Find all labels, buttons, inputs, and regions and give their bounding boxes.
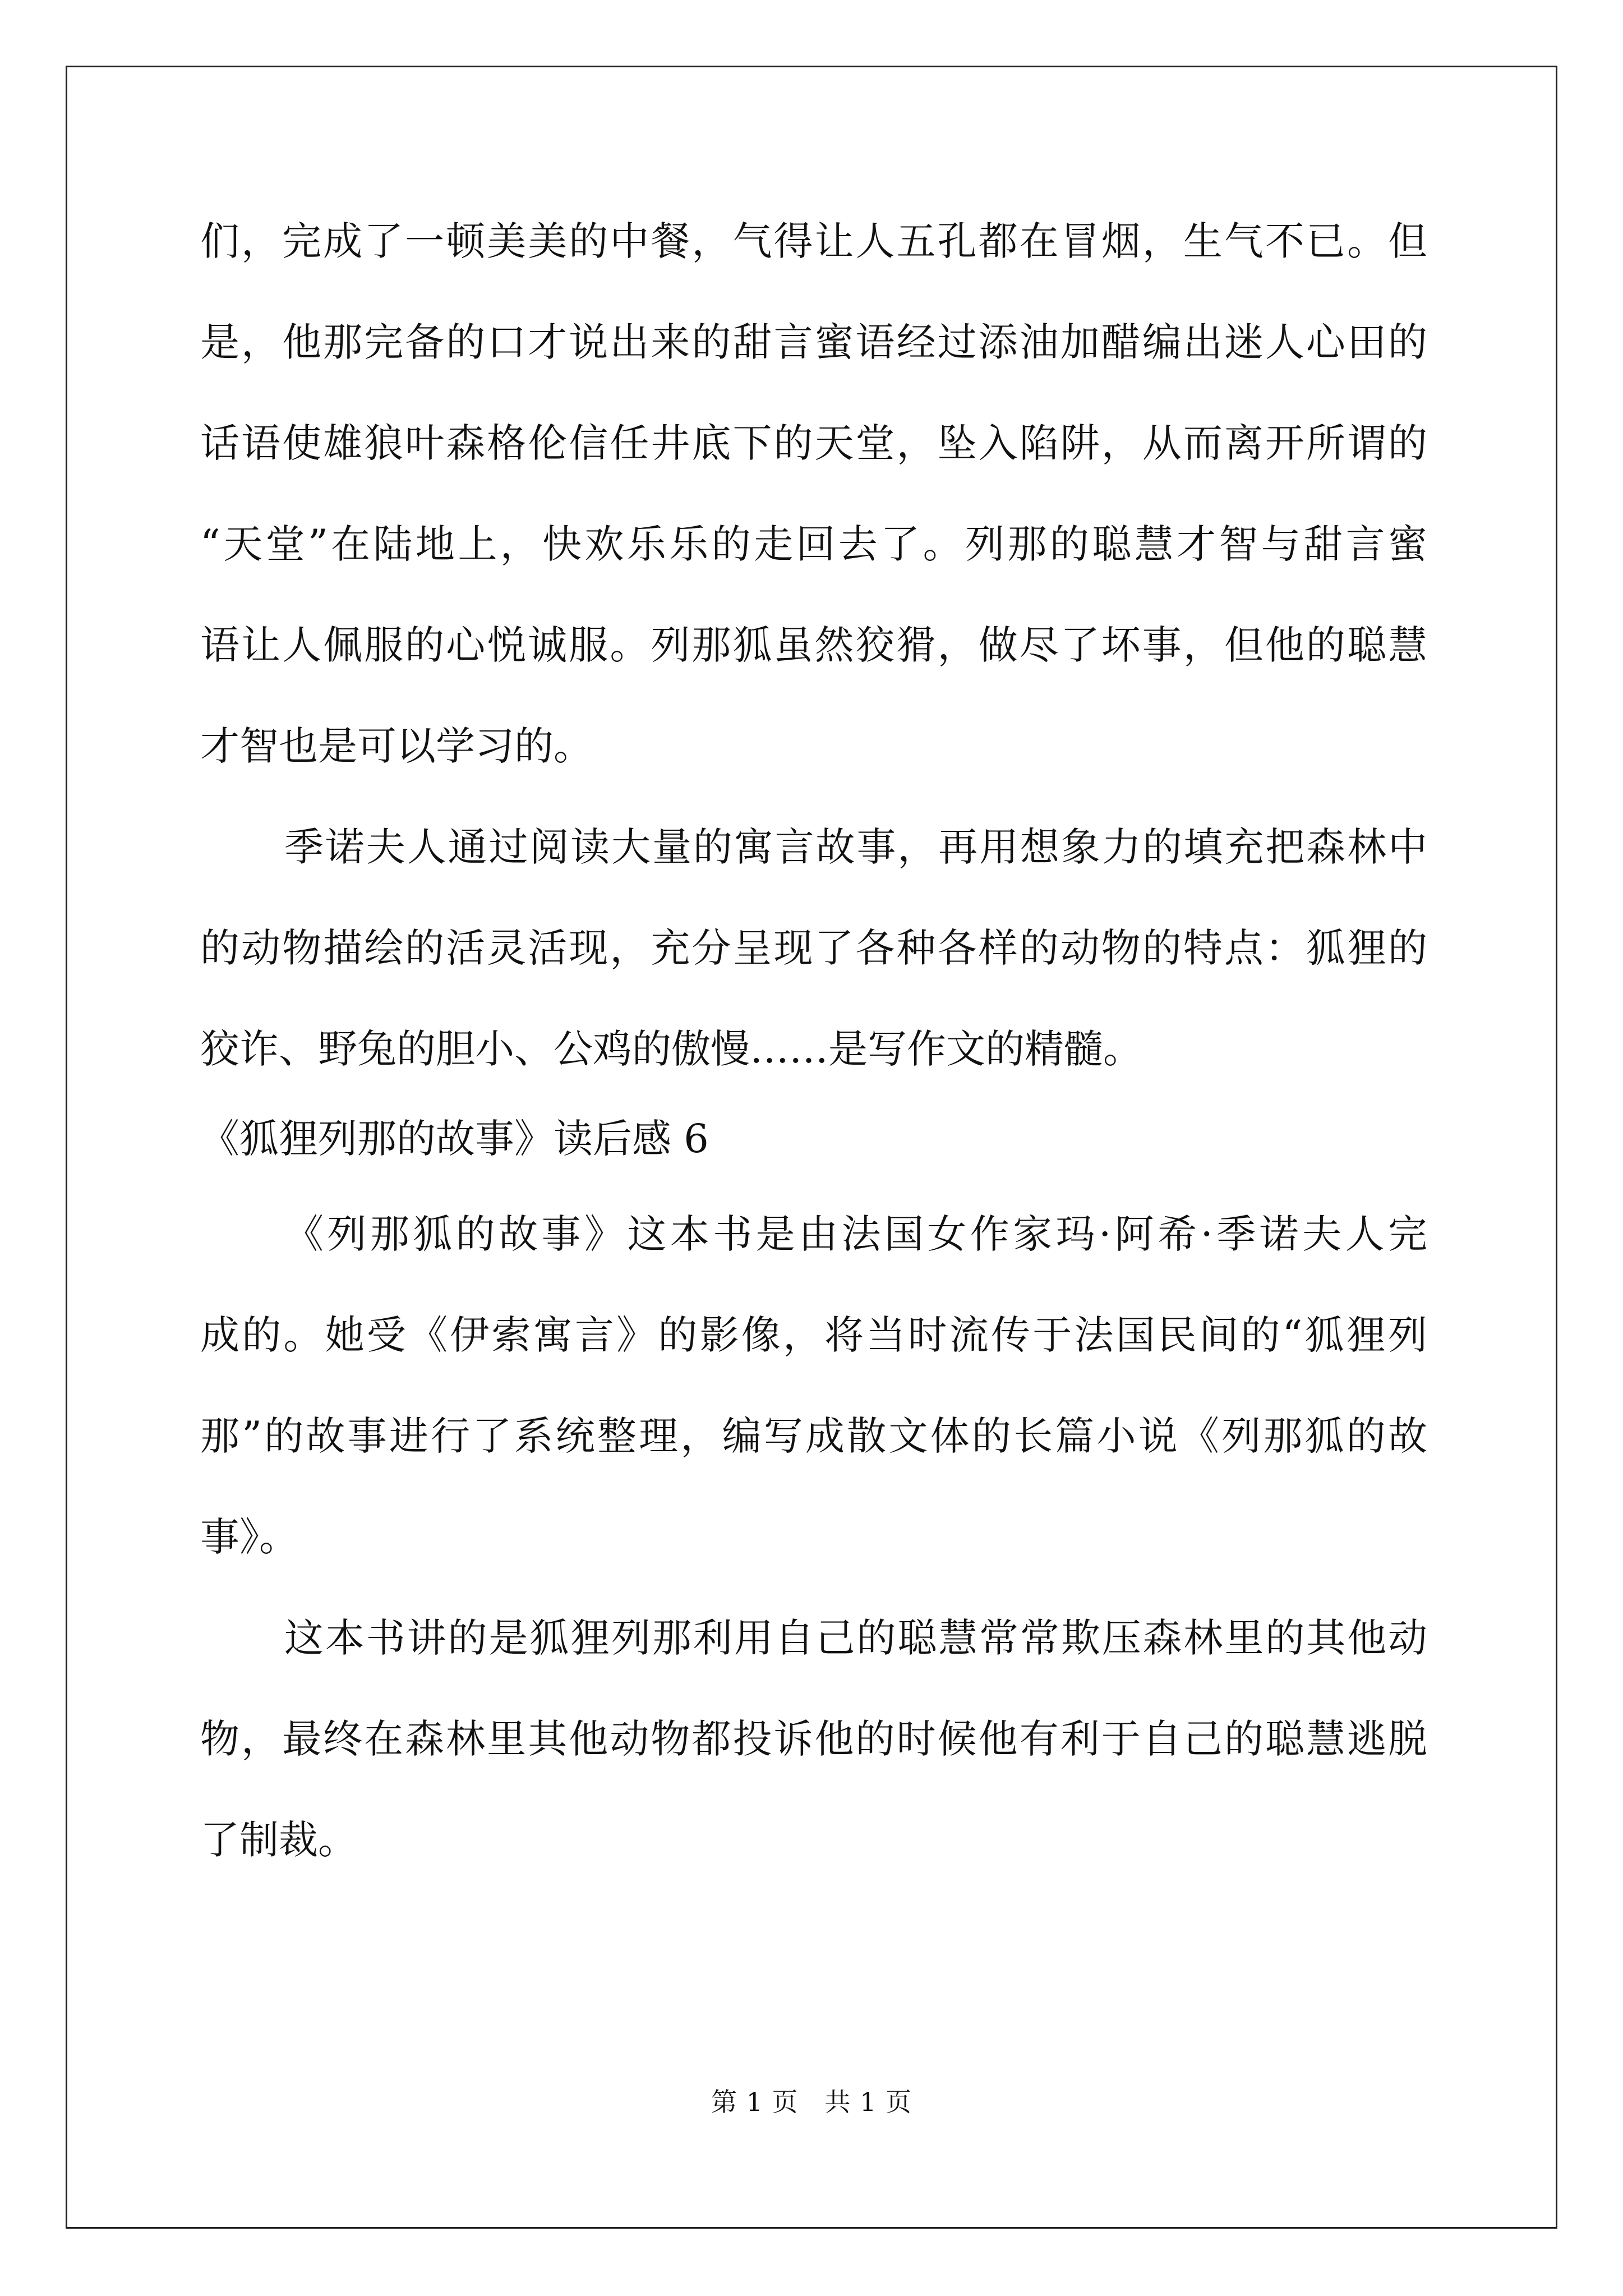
paragraph-line: 《列那狐的故事》这本书是由法国女作家玛·阿希·季诺夫人完 xyxy=(284,1211,1427,1257)
paragraph-line: 语让人佩服的心悦诚服。列那狐虽然狡猾，做尽了坏事，但他的聪慧 xyxy=(200,622,1427,668)
paragraph-line: 这本书讲的是狐狸列那利用自己的聪慧常常欺压森林里的其他动 xyxy=(284,1615,1427,1661)
paragraph-line: “天堂”在陆地上，快欢乐乐的走回去了。列那的聪慧才智与甜言蜜 xyxy=(200,521,1427,567)
paragraph-line: 话语使雄狼叶森格伦信任井底下的天堂，坠入陷阱，从而离开所谓的 xyxy=(200,420,1427,466)
paragraph-line: 的动物描绘的活灵活现，充分呈现了各种各样的动物的特点：狐狸的 xyxy=(200,925,1427,971)
paragraph-line: 季诺夫人通过阅读大量的寓言故事，再用想象力的填充把森林中 xyxy=(284,824,1427,870)
paragraph-line: 物，最终在森林里其他动物都投诉他的时候他有利于自己的聪慧逃脱 xyxy=(200,1716,1427,1762)
page-footer: 第 1 页 共 1 页 xyxy=(711,2087,912,2117)
paragraph-line: 是，他那完备的口才说出来的甜言蜜语经过添油加醋编出迷人心田的 xyxy=(200,319,1427,365)
paragraph-line: 狡诈、野兔的胆小、公鸡的傲慢……是写作文的精髓。 xyxy=(200,1026,1142,1072)
paragraph-line: 成的。她受《伊索寓言》的影像，将当时流传于法国民间的“狐狸列 xyxy=(200,1312,1427,1358)
paragraph-line: 们，完成了一顿美美的中餐，气得让人五孔都在冒烟，生气不已。但 xyxy=(200,218,1427,264)
paragraph-line: 事》。 xyxy=(200,1514,298,1560)
paragraph-line: 那”的故事进行了系统整理，编写成散文体的长篇小说《列那狐的故 xyxy=(200,1413,1427,1459)
paragraph-line: 才智也是可以学习的。 xyxy=(200,723,593,769)
section-heading: 《狐狸列那的故事》读后感 6 xyxy=(200,1116,709,1162)
paragraph-line: 了制裁。 xyxy=(200,1817,357,1863)
